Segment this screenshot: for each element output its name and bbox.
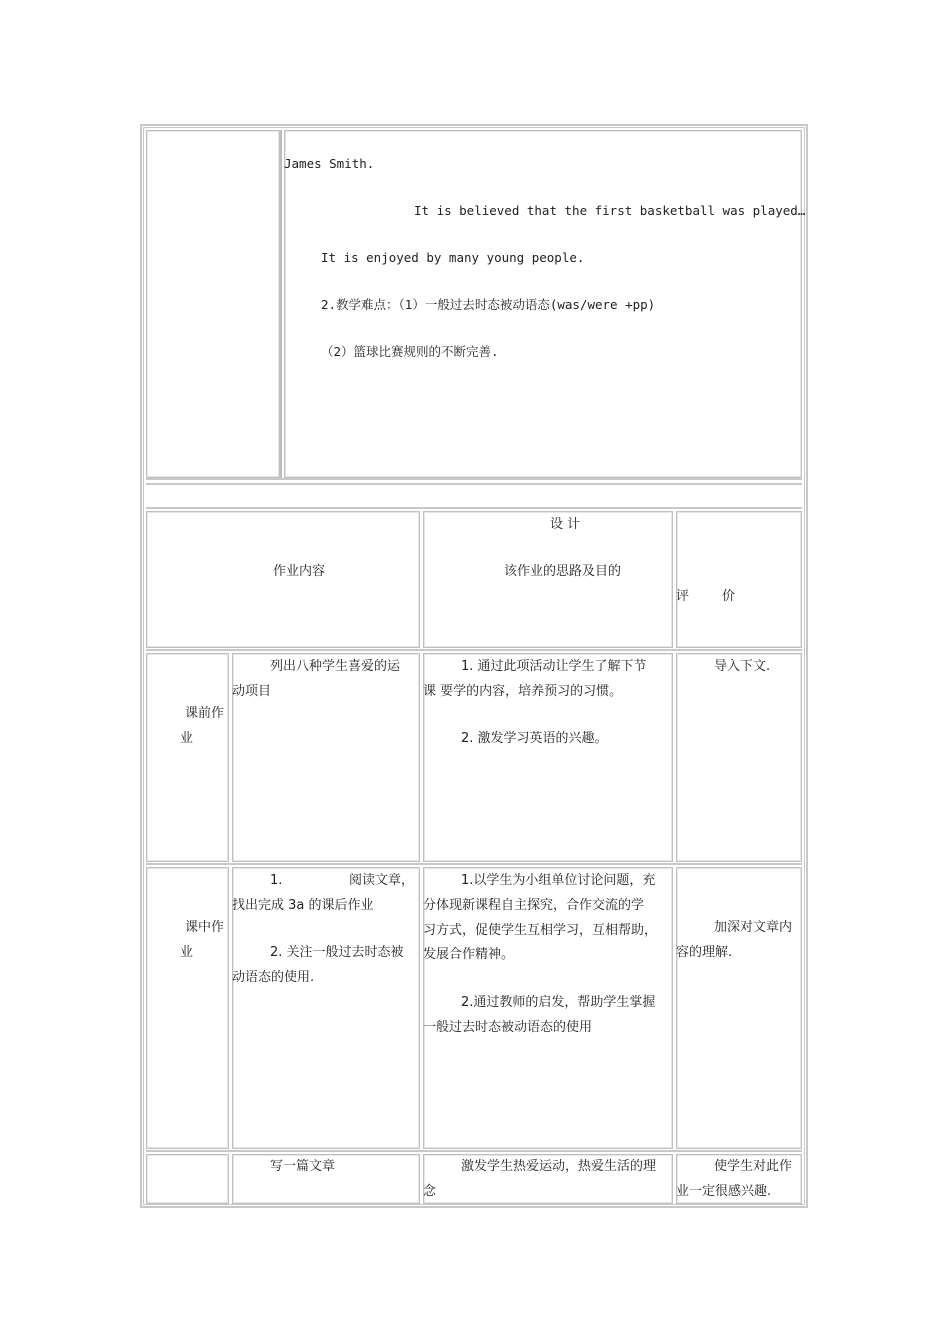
row2-content-4: 2. 关注一般过去时态被	[270, 945, 404, 960]
separator-line-1	[146, 478, 802, 480]
separator-line-3	[146, 507, 802, 509]
row3-content-1: 写一篇文章	[270, 1159, 336, 1174]
row-separator-1	[146, 649, 802, 651]
row2-content-5: 动语态的使用.	[232, 970, 315, 985]
top-line-4: 2.教学难点：（1）一般过去时态被动语态(was/were +pp)	[321, 297, 656, 312]
row2-design-6: 一般过去时态被动语态的使用	[423, 1020, 593, 1035]
top-line-3: It is enjoyed by many young people.	[321, 250, 585, 265]
row3-evaluation-2: 业一定很感兴趣.	[676, 1184, 772, 1199]
top-line-1: James Smith.	[284, 156, 375, 171]
row2-evaluation-1: 加深对文章内	[714, 920, 793, 935]
header-evaluation-label: 评 价	[676, 589, 736, 604]
row1-evaluation-cell	[676, 653, 802, 862]
row2-content-2: 阅读文章，	[349, 873, 415, 888]
row2-design-2: 分体现新课程自主探究，合作交流的学	[423, 898, 645, 913]
row1-design-3: 2. 激发学习英语的兴趣。	[461, 731, 608, 746]
header-design-label-2: 该作业的思路及目的	[504, 564, 622, 579]
row3-evaluation-1: 使学生对此作	[714, 1159, 793, 1174]
top-line-5: （2）篮球比赛规则的不断完善.	[321, 344, 499, 359]
row2-evaluation-2: 容的理解.	[676, 945, 733, 960]
row1-design-1: 1. 通过此项活动让学生了解下节	[461, 659, 647, 674]
top-left-cell	[146, 130, 280, 478]
row1-category-2: 业	[180, 731, 194, 746]
row1-content-2: 动项目	[232, 684, 272, 699]
row2-design-4: 发展合作精神。	[423, 947, 515, 962]
separator-line-2	[146, 483, 802, 485]
row-separator-2	[146, 863, 802, 865]
row1-design-2: 课 要学的内容，培养预习的习惯。	[423, 684, 623, 699]
row2-design-3: 习方式，促使学生互相学习，互相帮助，	[423, 923, 658, 938]
row2-category-2: 业	[180, 945, 194, 960]
row1-category-cell	[146, 653, 229, 862]
row2-category-1: 课中作	[185, 920, 225, 935]
row2-content-3: 找出完成 3a 的课后作业	[232, 898, 374, 913]
row1-category-1: 课前作	[185, 706, 225, 721]
row2-evaluation-cell	[676, 867, 802, 1149]
row1-content-1: 列出八种学生喜爱的运	[270, 659, 401, 674]
row2-category-cell	[146, 867, 229, 1149]
row3-category-cell	[146, 1154, 229, 1204]
header-evaluation-cell	[676, 511, 802, 648]
top-line-2: It is believed that the first basketball was played…	[414, 203, 806, 218]
row2-content-1: 1.	[270, 873, 283, 888]
row2-design-1: 1.以学生为小组单位讨论问题，充	[461, 873, 656, 888]
row-separator-3	[146, 1150, 802, 1152]
top-divider	[280, 130, 282, 478]
header-content-label: 作业内容	[273, 564, 326, 579]
row3-design-2: 念	[423, 1184, 437, 1199]
header-design-label-1: 设 计	[550, 517, 581, 532]
row3-design-1: 激发学生热爱运动，热爱生活的理	[461, 1159, 657, 1174]
row1-evaluation-1: 导入下文.	[714, 659, 771, 674]
row2-design-5: 2.通过教师的启发，帮助学生掌握	[461, 995, 656, 1010]
